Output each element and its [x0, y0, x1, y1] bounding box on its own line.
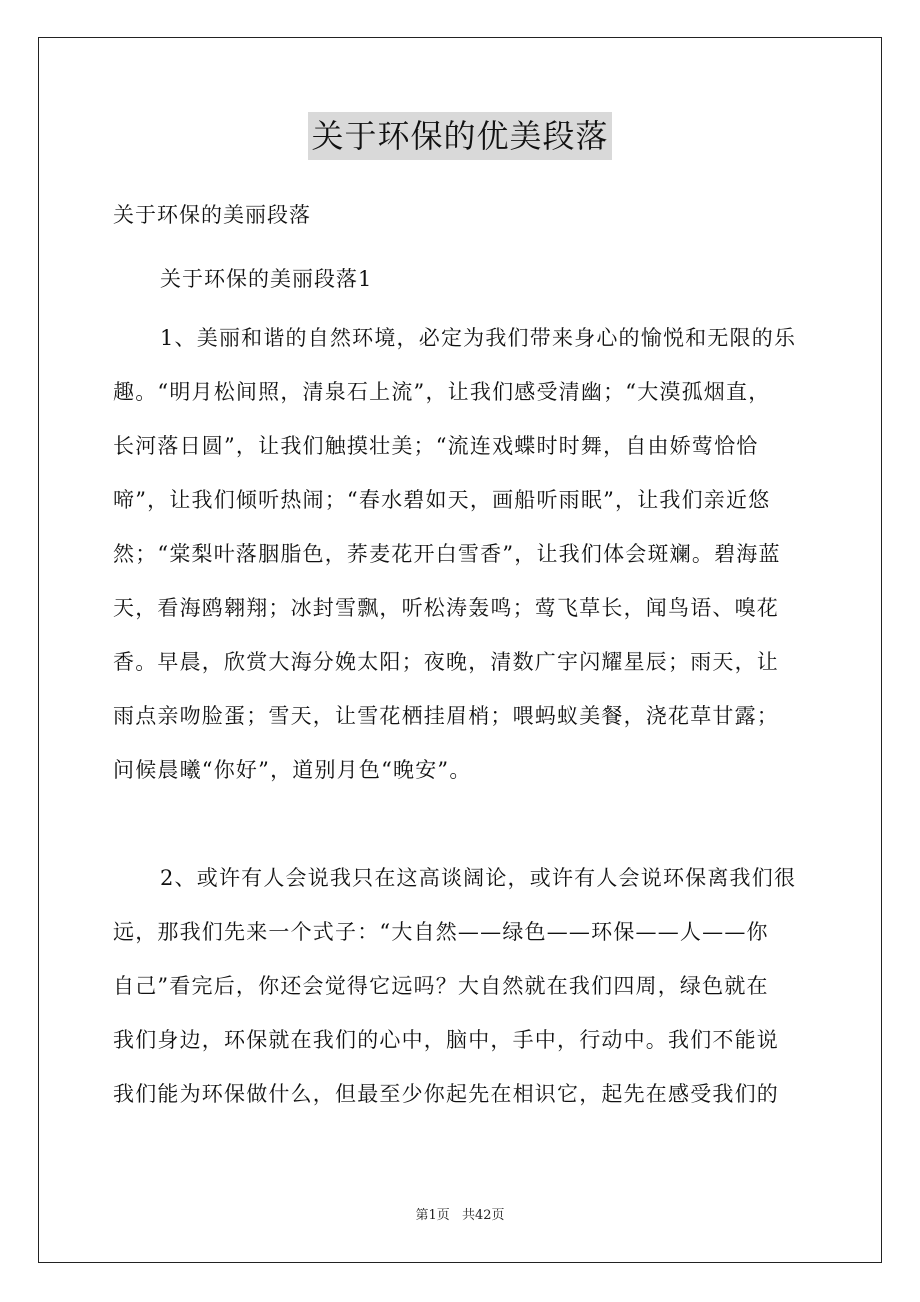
- title-container: [0, 112, 920, 160]
- page-total: 共42页: [461, 1208, 505, 1223]
- paragraph-line: 我们能为环保做什么，但最至少你起先在相识它，起先在感受我们的: [113, 1082, 779, 1106]
- paragraph-line: 1、美丽和谐的自然环境，必定为我们带来身心的愉悦和无限的乐: [160, 326, 797, 350]
- paragraph-line: 香。早晨，欣赏大海分娩太阳；夜晚，清数广宇闪耀星辰；雨天，让: [113, 650, 779, 674]
- paragraph-2: [113, 862, 813, 1132]
- paragraph-line: 啼”，让我们倾听热闹；“春水碧如天，画船听雨眠”，让我们亲近悠: [113, 488, 771, 512]
- page-footer: [0, 1206, 920, 1226]
- section-heading: 关于环保的美丽段落1: [160, 267, 373, 291]
- paragraph-line: 远，那我们先来一个式子：“大自然——绿色——环保——人——你: [113, 920, 769, 944]
- document-title: 关于环保的优美段落: [308, 112, 611, 160]
- document-subtitle: 关于环保的美丽段落: [113, 203, 311, 227]
- paragraph-line: 长河落日圆”，让我们触摸壮美；“流连戏蝶时时舞，自由娇莺恰恰: [113, 434, 759, 458]
- paragraph-line: 自己”看完后，你还会觉得它远吗？大自然就在我们四周，绿色就在: [113, 974, 769, 998]
- paragraph-line: 趣。“明月松间照，清泉石上流”，让我们感受清幽；“大漠孤烟直，: [113, 380, 771, 404]
- paragraph-line: 问候晨曦“你好”，道别月色“晚安”。: [113, 758, 472, 782]
- paragraph-line: 天，看海鸥翱翔；冰封雪飘，听松涛轰鸣；莺飞草长，闻鸟语、嗅花: [113, 596, 779, 620]
- paragraph-line: 2、或许有人会说我只在这高谈阔论，或许有人会说环保离我们很: [160, 866, 797, 890]
- paragraph-line: 然；“棠梨叶落胭脂色，荞麦花开白雪香”，让我们体会斑斓。碧海蓝: [113, 542, 781, 566]
- paragraph-1: [113, 322, 813, 808]
- paragraph-line: 我们身边，环保就在我们的心中，脑中，手中，行动中。我们不能说: [113, 1028, 779, 1052]
- paragraph-line: 雨点亲吻脸蛋；雪天，让雪花栖挂眉梢；喂蚂蚁美餐，浇花草甘露；: [113, 704, 779, 728]
- page-number: 第1页: [415, 1208, 450, 1223]
